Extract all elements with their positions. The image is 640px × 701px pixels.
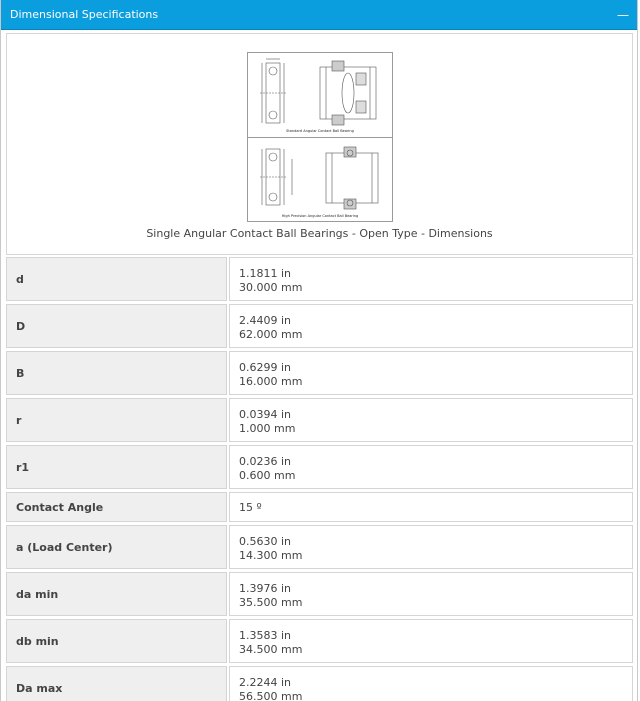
spec-row-B <box>6 351 633 395</box>
spec-label: r <box>6 398 227 442</box>
panel-content <box>1 30 637 701</box>
value-mm: 0.600 mm <box>239 469 296 482</box>
value-mm: 16.000 mm <box>239 375 303 388</box>
panel-title: Dimensional Specifications <box>10 8 159 21</box>
spec-row-r1 <box>6 445 633 489</box>
spec-row-load-center <box>6 525 633 569</box>
collapse-icon[interactable]: — <box>617 7 629 22</box>
top-diagram-caption: Standard Angular Contact Ball Bearing <box>285 129 354 133</box>
spec-value <box>229 525 633 569</box>
bearing-dimension-diagram <box>247 52 393 222</box>
spec-value <box>229 619 633 663</box>
spec-value <box>229 398 633 442</box>
spec-value <box>229 304 633 348</box>
spec-row-r <box>6 398 633 442</box>
spec-label: Contact Angle <box>6 492 227 522</box>
value-in: 0.0236 in <box>239 455 292 468</box>
value-mm: 1.000 mm <box>239 422 296 435</box>
spec-label: Da max <box>6 666 227 701</box>
spec-value <box>229 351 633 395</box>
value-in: 1.1811 in <box>239 267 292 280</box>
value-in: 1.3976 in <box>239 582 292 595</box>
spec-row-D <box>6 304 633 348</box>
spec-value <box>229 445 633 489</box>
spec-label: D <box>6 304 227 348</box>
spec-label: da min <box>6 572 227 616</box>
spec-row-db-min <box>6 619 633 663</box>
figure-box <box>6 33 633 255</box>
spec-row-da-min <box>6 572 633 616</box>
value-mm: 34.500 mm <box>239 643 303 656</box>
spec-label: r1 <box>6 445 227 489</box>
value-in: 2.4409 in <box>239 314 292 327</box>
spec-value <box>229 492 633 522</box>
value-angle: 15 º <box>239 501 262 514</box>
value-in: 1.3583 in <box>239 629 292 642</box>
spec-row-Da-max <box>6 666 633 701</box>
spec-value <box>229 572 633 616</box>
figure-caption: Single Angular Contact Ball Bearings - Open Type - Dimensions <box>146 227 493 240</box>
value-mm: 56.500 mm <box>239 690 303 701</box>
value-in: 0.0394 in <box>239 408 292 421</box>
value-mm: 14.300 mm <box>239 549 303 562</box>
value-mm: 35.500 mm <box>239 596 303 609</box>
spec-label: db min <box>6 619 227 663</box>
spec-row-d <box>6 257 633 301</box>
bottom-diagram-caption: High Precision Angular Contact Ball Bearing <box>281 214 358 218</box>
value-mm: 30.000 mm <box>239 281 303 294</box>
value-mm: 62.000 mm <box>239 328 303 341</box>
value-in: 0.6299 in <box>239 361 292 374</box>
spec-value <box>229 257 633 301</box>
spec-row-contact-angle <box>6 492 633 522</box>
value-in: 2.2244 in <box>239 676 292 689</box>
panel-header[interactable] <box>1 0 637 30</box>
spec-value <box>229 666 633 701</box>
spec-label: d <box>6 257 227 301</box>
value-in: 0.5630 in <box>239 535 292 548</box>
spec-label: a (Load Center) <box>6 525 227 569</box>
spec-label: B <box>6 351 227 395</box>
